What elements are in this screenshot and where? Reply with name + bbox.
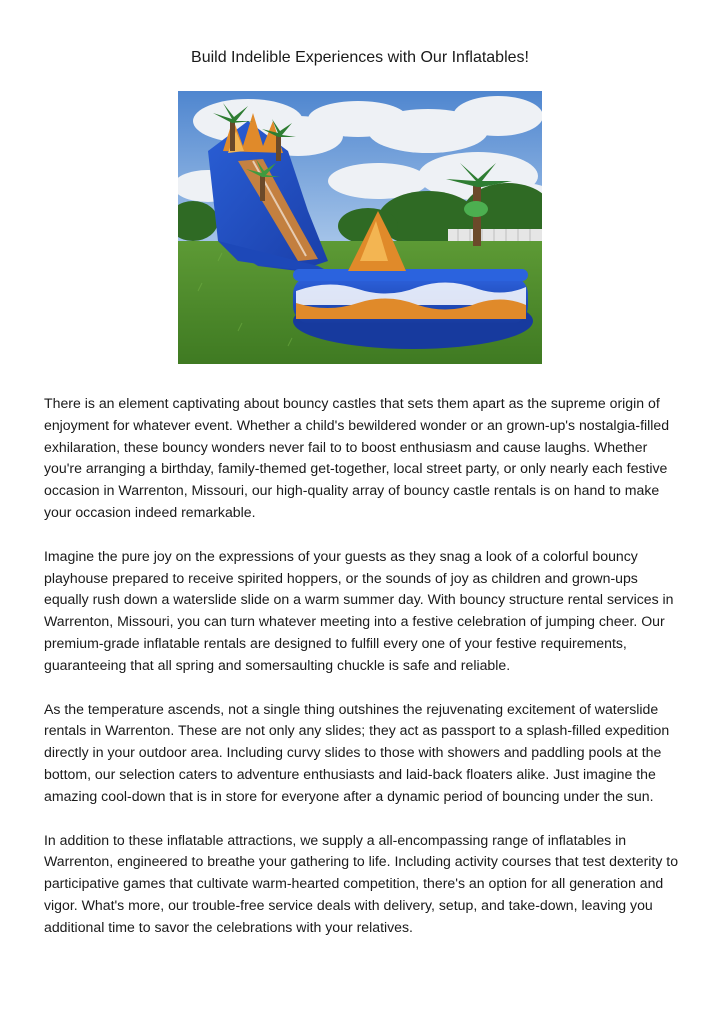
paragraph: Imagine the pure joy on the expressions of your guests as they snag a look of a colorful bouncy playhouse prepared to receive spirited hoppers, or the sounds of joy as children and grown-ups equally rush down a waterslide slide on a warm summer day. With bouncy structure rental services in Warrenton, Missouri, you can turn whatever meeting into a festive celebration of jumping cheer. Our premium-grade inflatable rentals are designed to fulfill every one of your festive requirements, guaranteeing that all spring and somersaulting chuckle is safe and reliable. xyxy=(44,547,674,673)
hero-image xyxy=(178,91,542,364)
paragraph: As the temperature ascends, not a single thing outshines the rejuvenating excitement of waterslide rentals in Warrenton. These are not only any slides; they act as passport to a splash-filled expedition directly in your outdoor area. Including curvy slides to those with showers and paddling pools at the bottom, our selection caters to adventure enthusiasts and laid-back floaters alike. Just imagine the amazing cool-down that is in store for everyone after a dynamic period of bouncing under the sun. xyxy=(44,700,670,804)
article-body xyxy=(44,393,680,961)
paragraph: There is an element captivating about bouncy castles that sets them apart as the supreme origin of enjoyment for whatever event. Whether a child's bewildered wonder or an grown-up's nostalgia-filled exhilaration, these bouncy wonders never fail to to boost enthusiasm and cause laughs. Whether you're arranging a birthday, family-themed get-together, local street party, or only nearly each festive occasion in Warrenton, Missouri, our high-quality array of bouncy castle rentals is on hand to make your occasion indeed remarkable. xyxy=(44,395,670,520)
page-title: Build Indelible Experiences with Our Inflatables! xyxy=(191,49,529,66)
paragraph: In addition to these inflatable attractions, we supply a all-encompassing range of inflatables in Warrenton, engineered to breathe your gathering to life. Including activity courses that test dexterity to participative games that cultivate warm-hearted competition, there's an option for all generation and vigor. What's more, our trouble-free service deals with delivery, setup, and take-down, leaving you additional time to savor the celebrations with your relatives. xyxy=(44,831,679,935)
